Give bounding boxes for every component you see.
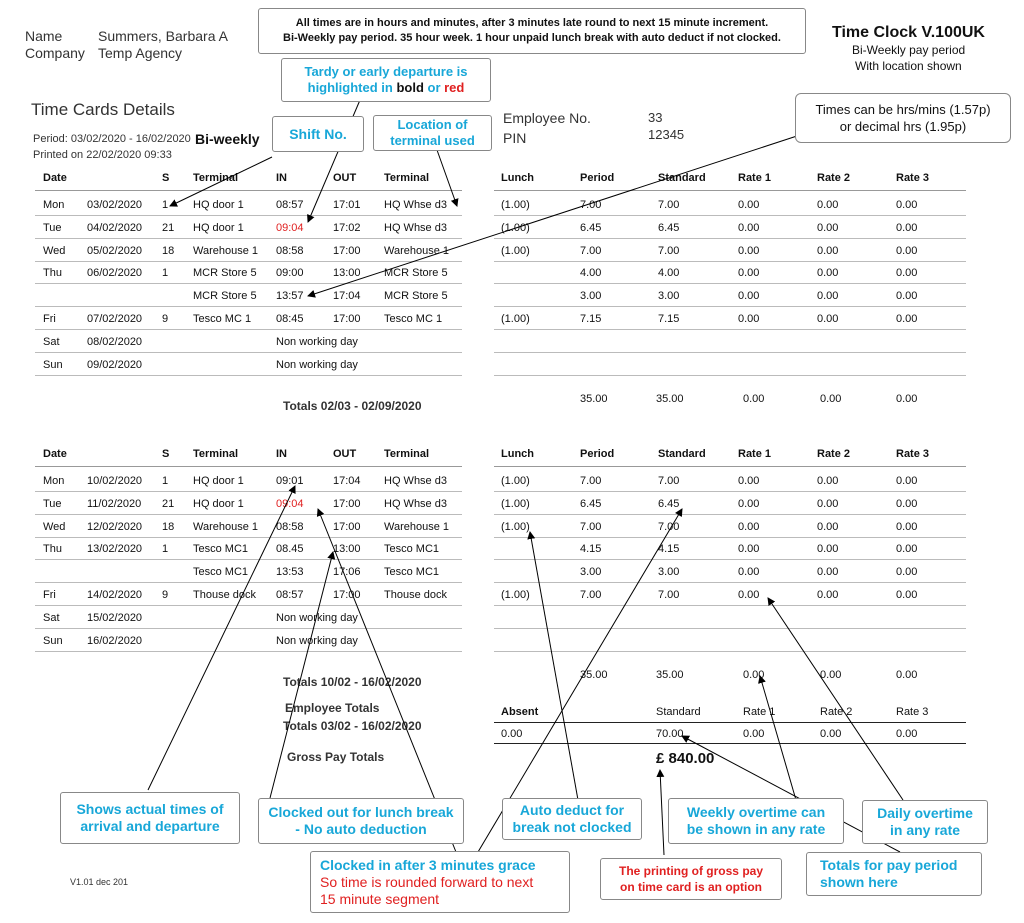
rate1-cell: 0.00	[738, 313, 760, 325]
day-cell: Mon	[43, 475, 65, 487]
terminal-out-cell: Thouse dock	[384, 589, 447, 601]
rate2-cell: 0.00	[817, 244, 839, 257]
rate3-total: 0.00	[896, 728, 918, 740]
rate3-cell: 0.00	[896, 221, 918, 234]
out-cell: 17:00	[333, 244, 361, 257]
rate2-cell: 0.00	[817, 543, 839, 556]
col-in-header: IN	[276, 172, 287, 184]
period-cell: 7.00	[580, 199, 602, 211]
out-cell: 17:06	[333, 566, 361, 579]
callout-tardy-line1: Tardy or early departure is	[304, 64, 468, 79]
week1-total-r1: 0.00	[743, 393, 765, 406]
callout-gross-line1: The printing of gross pay	[618, 864, 763, 878]
col-terminal-in-header: Terminal	[193, 448, 239, 460]
in-cell: Non working day	[276, 358, 358, 371]
terminal-out-cell: HQ Whse d3	[384, 221, 447, 234]
in-cell: Non working day	[276, 335, 358, 348]
rate3-cell: 0.00	[896, 290, 918, 303]
rate1-cell: 0.00	[738, 267, 760, 280]
out-cell: 17:00	[333, 589, 361, 601]
rate3-cell: 0.00	[896, 520, 918, 533]
product-subtitle-1: Bi-Weekly pay period	[852, 43, 966, 57]
in-cell: 13:57	[276, 290, 304, 303]
callout-lunch-line2: - No auto deduction	[295, 821, 427, 837]
col-standard-header: Standard	[658, 448, 706, 460]
callout-location	[373, 115, 492, 151]
standard-cell: 7.15	[658, 313, 680, 325]
callout-location-line2: terminal used	[390, 133, 475, 148]
date-cell: 08/02/2020	[87, 335, 143, 348]
week1-total-period: 35.00	[580, 393, 608, 406]
callout-auto-line1: Auto deduct for	[519, 802, 625, 818]
callout-daily-line1: Daily overtime	[877, 805, 973, 821]
date-cell: 05/02/2020	[87, 244, 143, 257]
arrow-daily	[768, 598, 903, 800]
col-terminal-in-header: Terminal	[193, 172, 239, 184]
week2-total-period: 35.00	[580, 669, 608, 682]
terminal-in-cell: MCR Store 5	[193, 290, 257, 303]
week1-total-r2: 0.00	[820, 393, 842, 406]
rate3-cell: 0.00	[896, 313, 918, 325]
week1-totals-label: Totals 02/03 - 02/09/2020	[283, 399, 422, 414]
in-cell: 09:04	[276, 497, 304, 510]
col-rate2-header: Rate 2	[817, 448, 851, 460]
callout-grace-line3: 15 minute segment	[320, 890, 440, 907]
callout-actual-line2: arrival and departure	[80, 818, 220, 834]
col-period-header: Period	[580, 172, 615, 184]
day-cell: Tue	[43, 497, 62, 510]
in-cell: 08:45	[276, 313, 304, 325]
period-cell: 7.00	[580, 475, 602, 487]
day-cell: Fri	[43, 589, 56, 601]
terminal-in-cell: Warehouse 1	[193, 244, 259, 257]
terminal-out-cell: Warehouse 1	[384, 244, 450, 257]
day-cell: Sat	[43, 611, 60, 624]
day-cell: Tue	[43, 221, 62, 234]
period-cell: 7.00	[580, 244, 602, 257]
callout-actual-times	[60, 792, 240, 844]
period-cell: 6.45	[580, 221, 602, 234]
terminal-in-cell: HQ door 1	[193, 221, 244, 234]
callout-daily-line2: in any rate	[889, 822, 961, 838]
lunch-cell: (1.00)	[501, 475, 530, 487]
week2-totals-label: Totals 10/02 - 16/02/2020	[283, 675, 422, 690]
out-cell: 17:01	[333, 199, 361, 211]
rate3-cell: 0.00	[896, 543, 918, 556]
pin-value: 12345	[648, 127, 685, 142]
terminal-in-cell: HQ door 1	[193, 497, 244, 510]
rate2-cell: 0.00	[817, 267, 839, 280]
arrow-auto	[530, 532, 578, 800]
rate1-cell: 0.00	[738, 221, 760, 234]
shift-cell: 9	[162, 589, 169, 601]
standard-cell: 3.00	[658, 290, 680, 303]
date-cell: 14/02/2020	[87, 589, 143, 601]
terminal-out-cell: HQ Whse d3	[384, 199, 447, 211]
callout-gross-option	[600, 858, 782, 900]
standard-total: 70.00	[656, 728, 684, 740]
col-period-header: Period	[580, 448, 615, 460]
rate3-cell: 0.00	[896, 244, 918, 257]
date-cell: 13/02/2020	[87, 543, 143, 556]
rate2-cell: 0.00	[817, 566, 839, 579]
biweekly-label: Bi-weekly	[195, 131, 260, 147]
col-terminal-out-header: Terminal	[384, 448, 430, 460]
rate2-header: Rate 2	[820, 706, 853, 718]
in-cell: 09:01	[276, 475, 304, 487]
rate1-cell: 0.00	[738, 566, 760, 579]
rate1-cell: 0.00	[738, 475, 760, 487]
rate3-header: Rate 3	[896, 706, 929, 718]
company-value: Temp Agency	[98, 45, 183, 61]
product-subtitle-2: With location shown	[855, 59, 962, 73]
date-cell: 04/02/2020	[87, 221, 143, 234]
absent-value: 0.00	[501, 728, 523, 740]
callout-times-line2: or decimal hrs (1.95p)	[839, 119, 967, 134]
rate1-total: 0.00	[743, 728, 765, 740]
rate1-header: Rate 1	[743, 706, 776, 718]
standard-header: Standard	[656, 706, 701, 718]
standard-cell: 6.45	[658, 497, 680, 510]
out-cell: 13:00	[333, 267, 361, 280]
rate3-cell: 0.00	[896, 267, 918, 280]
rate2-cell: 0.00	[817, 221, 839, 234]
lunch-cell: (1.00)	[501, 589, 530, 601]
standard-cell: 6.45	[658, 221, 680, 234]
period-cell: 4.00	[580, 267, 602, 280]
employee-no: 33	[648, 110, 663, 125]
col-shift-header: S	[162, 448, 170, 460]
shift-cell: 21	[162, 221, 175, 234]
week2-total-r3: 0.00	[896, 669, 918, 682]
out-cell: 17:04	[333, 475, 361, 487]
shift-cell: 18	[162, 520, 175, 533]
callout-weekly-line1: Weekly overtime can	[686, 804, 826, 820]
standard-cell: 7.00	[658, 475, 680, 487]
day-cell: Sat	[43, 335, 60, 348]
callout-tardy-red: red	[444, 80, 465, 95]
terminal-out-cell: Tesco MC1	[384, 543, 440, 556]
out-cell: 17:00	[333, 497, 361, 510]
rate2-cell: 0.00	[817, 475, 839, 487]
callout-auto-deduct	[502, 798, 642, 840]
callout-grace-line2: So time is rounded forward to next	[320, 873, 534, 890]
col-day-header: Date	[43, 172, 67, 184]
callout-grace	[310, 851, 570, 913]
terminal-in-cell: Warehouse 1	[193, 520, 259, 533]
rate3-cell: 0.00	[896, 199, 918, 211]
period-cell: 3.00	[580, 566, 602, 579]
terminal-out-cell: Tesco MC1	[384, 566, 440, 579]
period-cell: 7.00	[580, 589, 602, 601]
arrow-weekly	[760, 676, 796, 800]
shift-cell: 21	[162, 497, 175, 510]
date-cell: 03/02/2020	[87, 199, 143, 211]
callout-daily-overtime	[862, 800, 988, 844]
out-cell: 13:00	[333, 543, 361, 556]
terminal-in-cell: Tesco MC1	[193, 543, 249, 556]
date-cell: 15/02/2020	[87, 611, 143, 624]
in-cell: 08:57	[276, 199, 304, 211]
rate3-cell: 0.00	[896, 566, 918, 579]
week1-total-r3: 0.00	[896, 393, 918, 406]
standard-cell: 7.00	[658, 244, 680, 257]
date-cell: 10/02/2020	[87, 475, 143, 487]
in-cell: Non working day	[276, 611, 358, 624]
period-range: Period: 03/02/2020 - 16/02/2020	[33, 133, 191, 145]
period-cell: 7.15	[580, 313, 602, 325]
employee-no-label: Employee No.	[503, 110, 591, 126]
in-cell: 08:58	[276, 244, 304, 257]
rate2-cell: 0.00	[817, 199, 839, 211]
standard-cell: 7.00	[658, 199, 680, 211]
employee-totals-period: Totals 03/02 - 16/02/2020	[283, 719, 422, 733]
day-cell: Wed	[43, 244, 66, 257]
rate1-cell: 0.00	[738, 497, 760, 510]
terminal-in-cell: MCR Store 5	[193, 267, 257, 280]
col-rate3-header: Rate 3	[896, 448, 930, 460]
rate2-cell: 0.00	[817, 497, 839, 510]
terminal-out-cell: MCR Store 5	[384, 267, 448, 280]
callout-gross-line2: on time card is an option	[619, 880, 762, 894]
rate2-cell: 0.00	[817, 520, 839, 533]
arrow-gross	[660, 770, 664, 855]
col-day-header: Date	[43, 448, 67, 460]
date-cell: 16/02/2020	[87, 634, 143, 647]
col-rate1-header: Rate 1	[738, 448, 772, 460]
callout-lunch-break	[258, 798, 464, 844]
in-cell: 09:04	[276, 221, 304, 234]
day-cell: Sun	[43, 358, 63, 371]
col-shift-header: S	[162, 172, 170, 184]
in-cell: Non working day	[276, 634, 358, 647]
arrow-location	[437, 150, 457, 206]
callout-weekly-overtime	[668, 798, 844, 844]
col-rate2-header: Rate 2	[817, 172, 851, 184]
terminal-in-cell: Thouse dock	[193, 589, 256, 601]
absent-header: Absent	[501, 706, 539, 718]
standard-cell: 4.15	[658, 543, 680, 556]
period-cell: 4.15	[580, 543, 602, 556]
period-cell: 7.00	[580, 520, 602, 533]
shift-cell: 1	[162, 199, 169, 211]
arrow-shift	[170, 157, 272, 206]
pin-label: PIN	[503, 130, 527, 146]
in-cell: 08.45	[276, 543, 304, 556]
rate1-cell: 0.00	[738, 520, 760, 533]
shift-cell: 1	[162, 267, 169, 280]
arrow-actual	[148, 486, 295, 790]
callout-times-line1: Times can be hrs/mins (1.57p)	[815, 102, 991, 117]
col-rate3-header: Rate 3	[896, 172, 930, 184]
callout-weekly-line2: be shown in any rate	[686, 821, 826, 837]
terminal-out-cell: HQ Whse d3	[384, 475, 447, 487]
rate1-cell: 0.00	[738, 543, 760, 556]
rate2-cell: 0.00	[817, 589, 839, 601]
callout-actual-line1: Shows actual times of	[76, 801, 224, 817]
standard-cell: 7.00	[658, 520, 680, 533]
printed-date: Printed on 22/02/2020 09:33	[33, 149, 172, 161]
lunch-cell: (1.00)	[501, 497, 530, 510]
day-cell: Fri	[43, 313, 56, 325]
gross-pay-value: £ 840.00	[656, 750, 715, 767]
day-cell: Sun	[43, 634, 63, 647]
rate1-cell: 0.00	[738, 199, 760, 211]
col-out-header: OUT	[333, 448, 357, 460]
lunch-cell: (1.00)	[501, 520, 530, 533]
date-cell: 06/02/2020	[87, 267, 143, 280]
callout-totals-line2: shown here	[820, 874, 898, 890]
terminal-out-cell: Tesco MC 1	[384, 313, 443, 325]
day-cell: Mon	[43, 199, 65, 211]
terminal-out-cell: MCR Store 5	[384, 290, 448, 303]
lunch-cell: (1.00)	[501, 199, 530, 211]
standard-cell: 7.00	[658, 589, 680, 601]
notice-line2: Bi-Weekly pay period. 35 hour week. 1 hour unpaid lunch break with auto deduct if not clocked.	[283, 32, 781, 44]
rate3-cell: 0.00	[896, 475, 918, 487]
callout-auto-line2: break not clocked	[512, 819, 632, 835]
in-cell: 08:57	[276, 589, 304, 601]
product-title: Time Clock V.100UK	[832, 24, 985, 41]
arrow-lunch	[270, 552, 333, 798]
version-footer: V1.01 dec 201	[70, 877, 129, 887]
date-cell: 07/02/2020	[87, 313, 143, 325]
callout-shift-no	[272, 116, 364, 152]
period-cell: 6.45	[580, 497, 602, 510]
standard-cell: 3.00	[658, 566, 680, 579]
terminal-out-cell: HQ Whse d3	[384, 497, 447, 510]
rate2-cell: 0.00	[817, 313, 839, 325]
callout-totals	[806, 852, 982, 896]
terminal-in-cell: HQ door 1	[193, 199, 244, 211]
period-cell: 3.00	[580, 290, 602, 303]
callout-lunch-line1: Clocked out for lunch break	[268, 804, 454, 820]
rate3-cell: 0.00	[896, 497, 918, 510]
terminal-in-cell: Tesco MC 1	[193, 313, 252, 325]
day-cell: Thu	[43, 267, 62, 280]
date-cell: 09/02/2020	[87, 358, 143, 371]
callout-times	[795, 93, 1011, 143]
out-cell: 17:00	[333, 520, 361, 533]
date-cell: 11/02/2020	[87, 497, 142, 510]
week2-total-r2: 0.00	[820, 669, 842, 682]
terminal-in-cell: Tesco MC1	[193, 566, 249, 579]
col-in-header: IN	[276, 448, 287, 460]
callout-totals-line1: Totals for pay period	[820, 857, 958, 873]
notice-line1: All times are in hours and minutes, after 3 minutes late round to next 15 minute increment.	[295, 17, 769, 29]
name-label: Name	[25, 28, 63, 44]
out-cell: 17:04	[333, 290, 361, 303]
col-lunch-header: Lunch	[501, 172, 534, 184]
day-cell: Wed	[43, 520, 66, 533]
rate1-cell: 0.00	[738, 290, 760, 303]
shift-cell: 9	[162, 313, 169, 325]
standard-cell: 4.00	[658, 267, 680, 280]
shift-cell: 18	[162, 244, 175, 257]
rate1-cell: 0.00	[738, 589, 760, 601]
gross-pay-label: Gross Pay Totals	[287, 750, 385, 764]
out-cell: 17:00	[333, 313, 361, 325]
callout-tardy	[281, 58, 491, 102]
rate1-cell: 0.00	[738, 244, 760, 257]
lunch-cell: (1.00)	[501, 313, 530, 325]
in-cell: 09:00	[276, 267, 304, 280]
rate2-cell: 0.00	[817, 290, 839, 303]
terminal-in-cell: HQ door 1	[193, 475, 244, 487]
shift-cell: 1	[162, 475, 169, 487]
in-cell: 13:53	[276, 566, 304, 579]
terminal-out-cell: Warehouse 1	[384, 520, 450, 533]
callout-tardy-or: or	[423, 80, 445, 95]
arrow-times	[308, 135, 800, 296]
rate3-cell: 0.00	[896, 589, 918, 601]
rate2-total: 0.00	[820, 728, 842, 740]
callout-grace-line1: Clocked in after 3 minutes grace	[320, 856, 536, 873]
col-rate1-header: Rate 1	[738, 172, 772, 184]
callout-shift-no-text: Shift No.	[289, 125, 347, 142]
lunch-cell: (1.00)	[501, 221, 530, 234]
week2-total-std: 35.00	[656, 669, 684, 682]
name-value: Summers, Barbara A	[98, 28, 228, 44]
week1-total-std: 35.00	[656, 393, 684, 406]
company-label: Company	[25, 45, 85, 61]
shift-cell: 1	[162, 543, 169, 556]
callout-tardy-line2	[308, 80, 465, 96]
col-standard-header: Standard	[658, 172, 706, 184]
date-cell: 12/02/2020	[87, 520, 143, 533]
employee-totals-label: Employee Totals	[285, 701, 380, 715]
out-cell: 17:02	[333, 221, 361, 234]
section-title: Time Cards Details	[31, 100, 175, 119]
in-cell: 08:58	[276, 520, 304, 533]
week2-total-r1: 0.00	[743, 669, 765, 682]
callout-location-line1: Location of	[397, 117, 468, 132]
day-cell: Thu	[43, 543, 62, 556]
col-out-header: OUT	[333, 172, 357, 184]
col-lunch-header: Lunch	[501, 448, 534, 460]
callout-tardy-text: highlighted in	[307, 80, 397, 95]
col-terminal-out-header: Terminal	[384, 172, 430, 184]
lunch-cell: (1.00)	[501, 244, 530, 257]
callout-tardy-bold: bold	[396, 80, 424, 95]
